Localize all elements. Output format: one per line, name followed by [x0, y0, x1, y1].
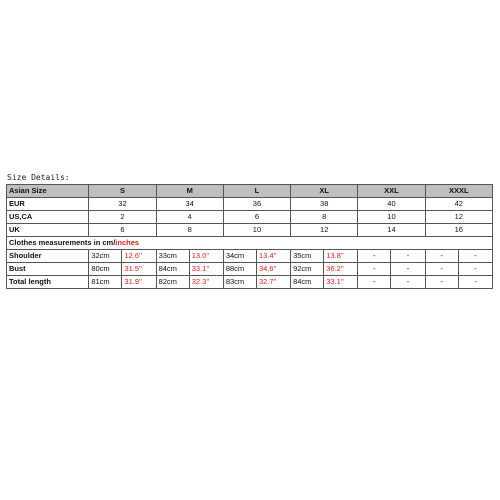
- table-row: [7, 263, 493, 276]
- table-cell: 2: [89, 211, 156, 224]
- size-chart-table: [6, 184, 493, 289]
- table-cell: 10: [223, 224, 290, 237]
- row-label-bust: Bust: [7, 263, 89, 276]
- cm-cell: 80cm: [89, 263, 122, 276]
- empty-cell: -: [391, 276, 425, 289]
- inch-cell: 13.4'': [256, 250, 290, 263]
- cm-cell: 34cm: [223, 250, 256, 263]
- inches-word: inches: [115, 238, 140, 247]
- row-label-us-ca: US,CA: [7, 211, 89, 224]
- row-label-total-length: Total length: [7, 276, 89, 289]
- asian-size-header: Asian Size: [7, 185, 89, 198]
- table-cell: 38: [291, 198, 358, 211]
- size-header-xxl: XXL: [358, 185, 425, 198]
- size-details-title: Size Details:: [7, 173, 70, 182]
- inch-cell: 13.0'': [189, 250, 223, 263]
- row-label-eur: EUR: [7, 198, 89, 211]
- empty-cell: -: [458, 263, 492, 276]
- inch-cell: 33.1'': [189, 263, 223, 276]
- inch-cell: 31.9'': [122, 276, 156, 289]
- table-cell: 12: [291, 224, 358, 237]
- table-row: [7, 198, 493, 211]
- table-cell: 36: [223, 198, 290, 211]
- cm-cell: 82cm: [156, 276, 189, 289]
- cm-cell: 92cm: [291, 263, 324, 276]
- inch-cell: 34.6'': [256, 263, 290, 276]
- inch-cell: 32.7'': [256, 276, 290, 289]
- row-label-uk: UK: [7, 224, 89, 237]
- empty-cell: -: [358, 276, 391, 289]
- empty-cell: -: [358, 250, 391, 263]
- table-cell: 32: [89, 198, 156, 211]
- row-label-shoulder: Shoulder: [7, 250, 89, 263]
- empty-cell: -: [391, 263, 425, 276]
- empty-cell: -: [458, 276, 492, 289]
- size-header-xxxl: XXXL: [425, 185, 492, 198]
- inch-cell: 31.5'': [122, 263, 156, 276]
- table-cell: 10: [358, 211, 425, 224]
- table-cell: 34: [156, 198, 223, 211]
- size-header-l: L: [223, 185, 290, 198]
- table-row: [7, 276, 493, 289]
- measurements-section-row: [7, 237, 493, 250]
- table-row: [7, 211, 493, 224]
- size-header-s: S: [89, 185, 156, 198]
- empty-cell: -: [425, 263, 458, 276]
- inch-cell: 12.6'': [122, 250, 156, 263]
- cm-cell: 84cm: [156, 263, 189, 276]
- empty-cell: -: [425, 276, 458, 289]
- cm-cell: 84cm: [291, 276, 324, 289]
- table-cell: 16: [425, 224, 492, 237]
- inch-cell: 36.2'': [324, 263, 358, 276]
- cm-cell: 33cm: [156, 250, 189, 263]
- size-header-xl: XL: [291, 185, 358, 198]
- inch-cell: 33.1'': [324, 276, 358, 289]
- table-row: [7, 224, 493, 237]
- cm-cell: 32cm: [89, 250, 122, 263]
- measurements-section-heading: [7, 237, 493, 250]
- empty-cell: -: [458, 250, 492, 263]
- table-cell: 12: [425, 211, 492, 224]
- header-row: [7, 185, 493, 198]
- table-cell: 8: [156, 224, 223, 237]
- measurements-prefix: Clothes measurements in cm/: [9, 238, 116, 247]
- table-cell: 6: [223, 211, 290, 224]
- inch-cell: 13.8'': [324, 250, 358, 263]
- table-cell: 14: [358, 224, 425, 237]
- cm-cell: 83cm: [223, 276, 256, 289]
- empty-cell: -: [425, 250, 458, 263]
- table-cell: 6: [89, 224, 156, 237]
- cm-cell: 81cm: [89, 276, 122, 289]
- table-cell: 42: [425, 198, 492, 211]
- table-cell: 4: [156, 211, 223, 224]
- table-cell: 40: [358, 198, 425, 211]
- size-header-m: M: [156, 185, 223, 198]
- table-row: [7, 250, 493, 263]
- cm-cell: 35cm: [291, 250, 324, 263]
- cm-cell: 88cm: [223, 263, 256, 276]
- empty-cell: -: [358, 263, 391, 276]
- inch-cell: 32.3'': [189, 276, 223, 289]
- table-cell: 8: [291, 211, 358, 224]
- empty-cell: -: [391, 250, 425, 263]
